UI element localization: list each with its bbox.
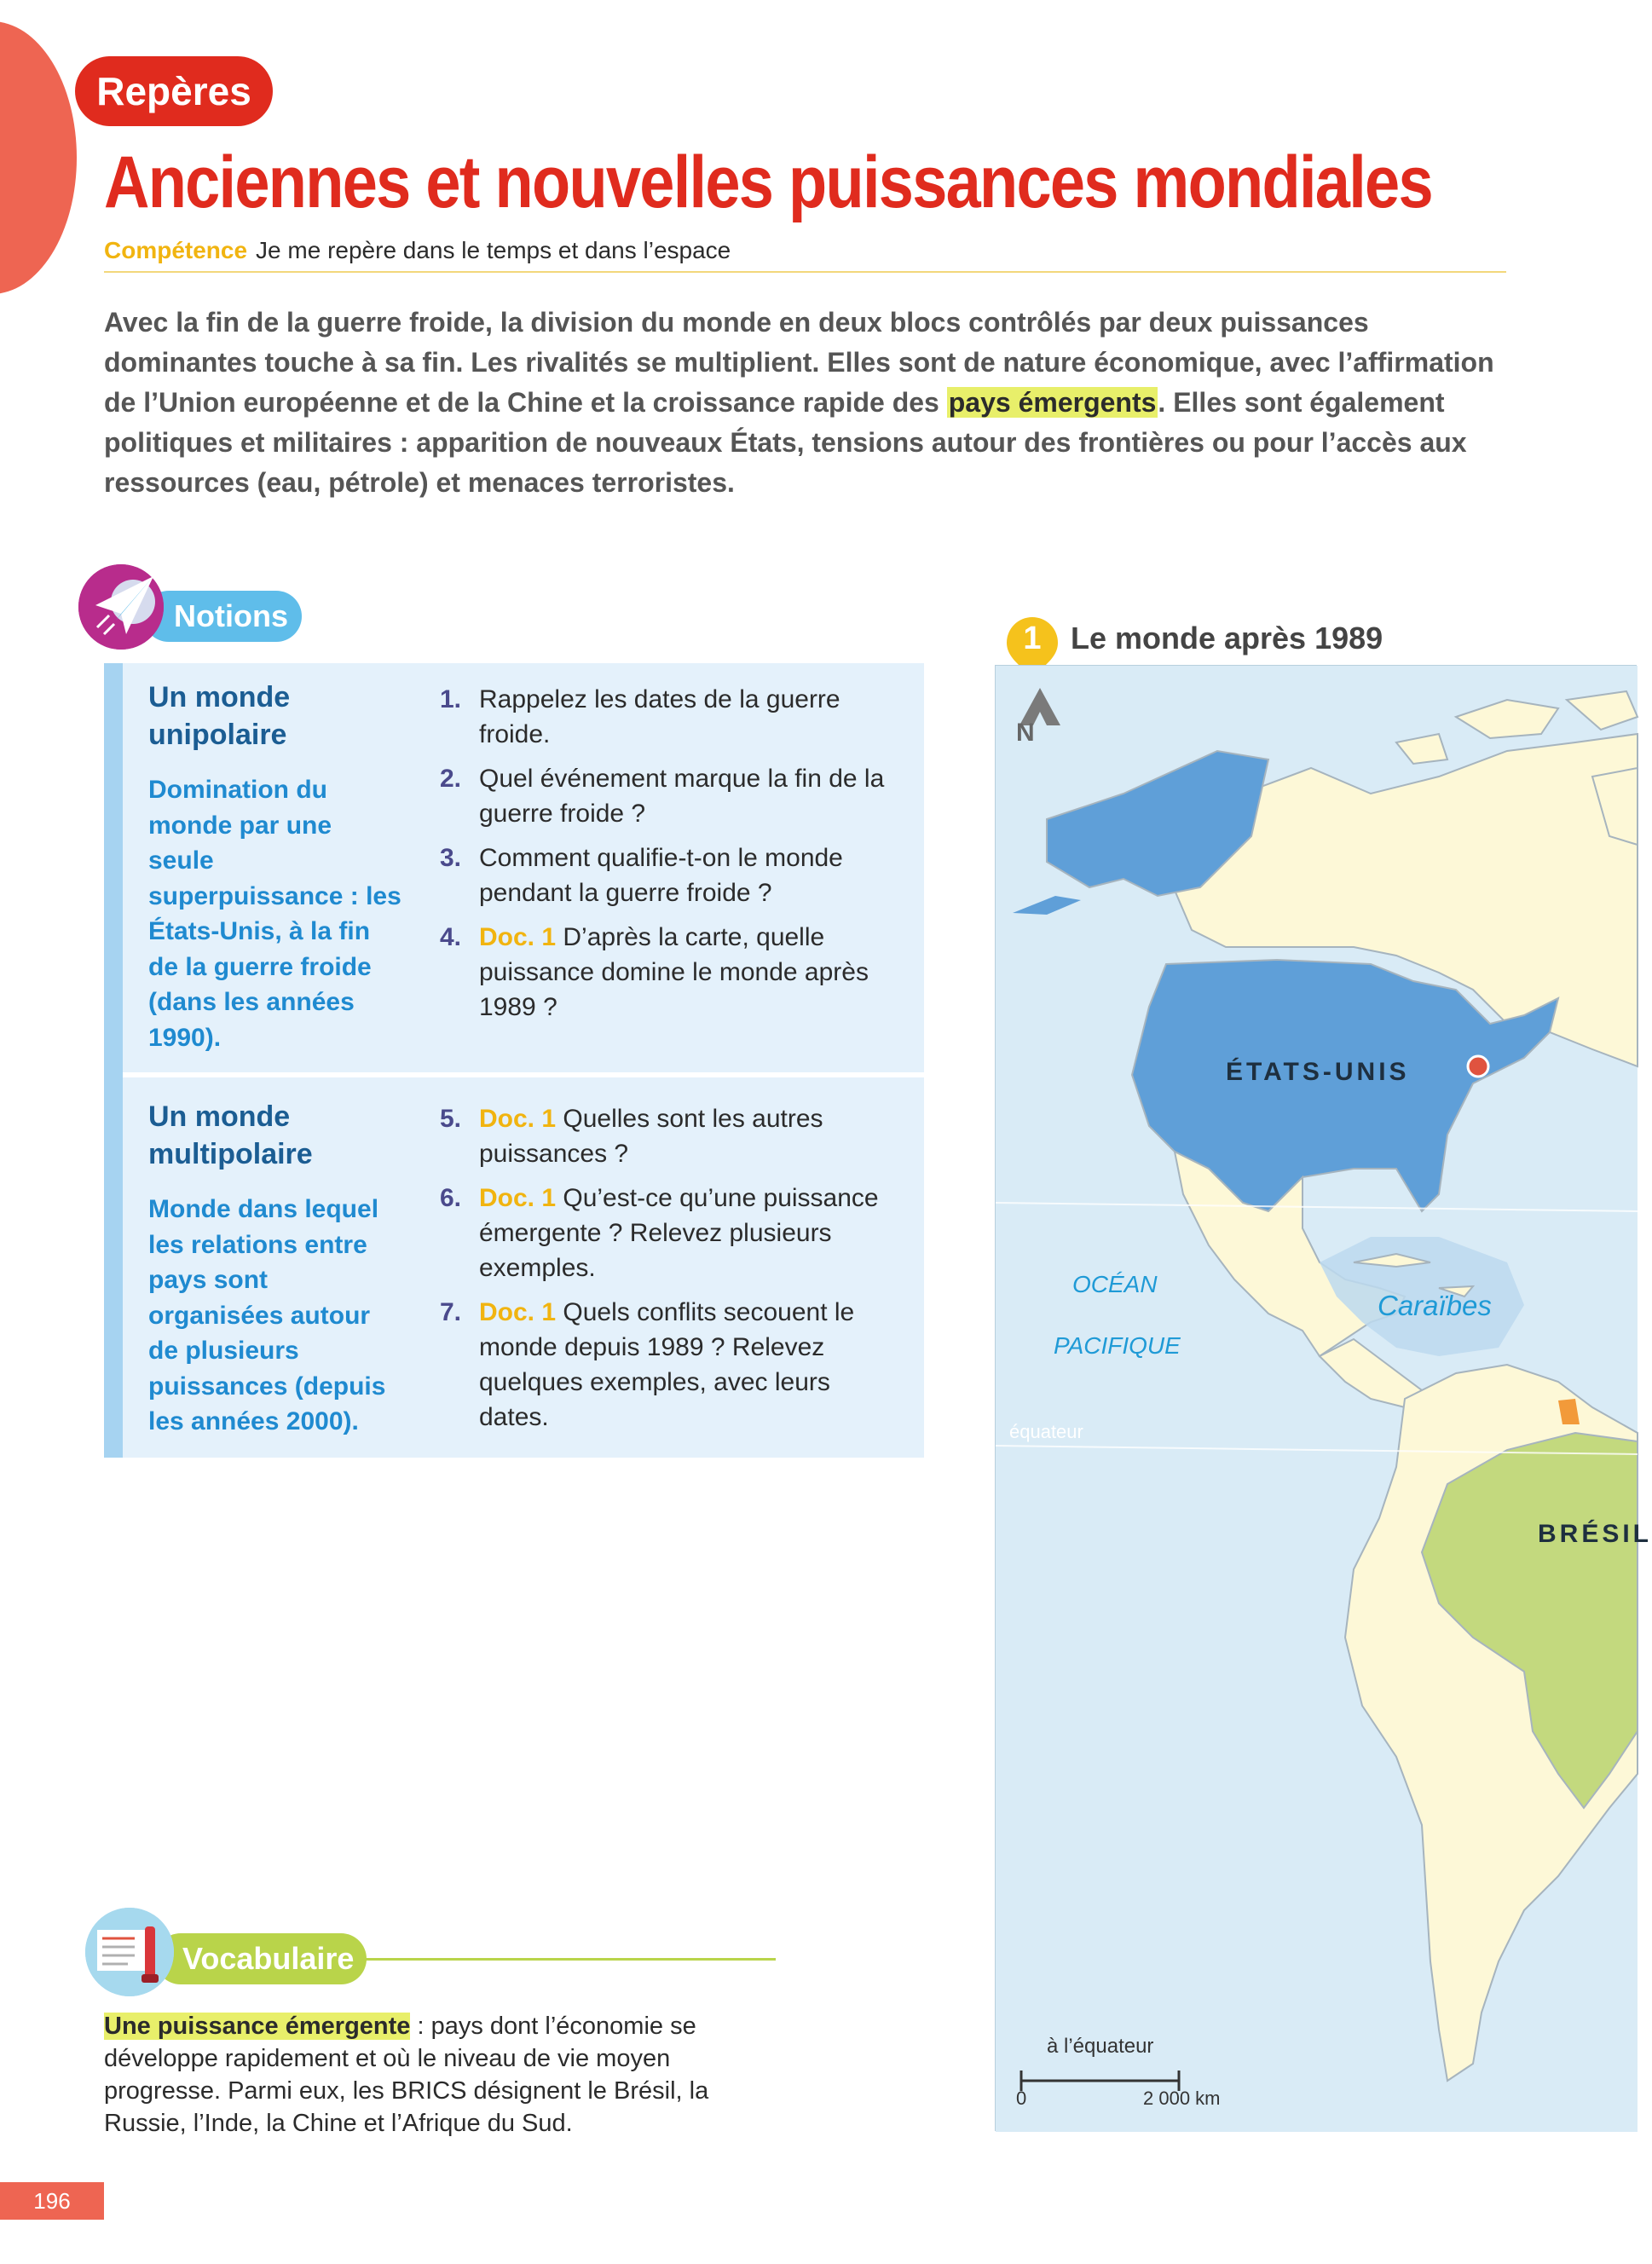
competence-label: Compétence [104,237,248,263]
north-label: N [1016,719,1035,747]
page-number: 196 [0,2182,104,2220]
notions-box-divider [123,1072,924,1077]
corner-decoration [0,21,77,294]
intro-paragraph [104,303,1502,503]
question-number: 7. [440,1298,462,1326]
vocabulary-heading: Vocabulaire [155,1933,367,1984]
vocabulary-entry [104,2010,735,2140]
page-title: Anciennes et nouvelles puissances mondiales [104,142,1432,223]
document-number: 1 [1023,621,1042,656]
question-text: Comment qualifie-t-on le monde pendant la guerre froide ? [479,844,843,907]
vocabulary-rule [358,1958,776,1961]
equator-label: équateur [1009,1421,1083,1442]
vocabulary-definition: : pays dont l’économie se développe rapidement et où le niveau de vie moyen progresse. Parmi eux, les BRICS désignent le Brésil, la Russie, l’Inde, la Chine et l’Afrique du Sud. [104,2013,709,2137]
notions-heading: Notions [143,591,302,642]
ocean-label-line2: PACIFIQUE [1054,1332,1181,1359]
doc-reference: Doc. 1 [479,1298,557,1326]
intro-text-start: Avec la fin de la guerre froide, la division du monde en deux blocs contrôlés par deux puissances dominantes touche à sa fin. Les rivalités se multiplient. Elles sont de nature économique, avec l’affirmation de l’Union européenne et de la Chine et la croissance rapide des [104,307,1494,418]
question-text: D’après la carte, quelle puissance domine le monde après 1989 ? [479,923,869,1021]
doc-reference: Doc. 1 [479,923,557,951]
concept-title: Un monde multipolaire [148,1100,313,1170]
question-number: 1. [440,685,462,713]
question-item [440,920,897,1025]
question-number: 2. [440,765,462,793]
question-number: 6. [440,1184,462,1212]
question-text: Quels conflits secouent le monde depuis 1989 ? Relevez quelques exemples, avec leurs dates. [479,1298,855,1431]
map-canvas [996,666,1638,2132]
dictionary-icon [85,1908,174,1996]
question-item [440,1295,880,1435]
question-item [440,840,905,910]
competence-text: Je me repère dans le temps et dans l’espace [256,237,731,263]
concept-multipolar [148,1098,404,1440]
question-item [440,1101,888,1171]
question-item [440,761,914,831]
competence-line [104,237,731,264]
question-text: Quel événement marque la fin de la guerre froide ? [479,765,885,828]
question-text: Quelles sont les autres puissances ? [479,1105,823,1168]
country-label-brazil: BRÉSIL [1538,1520,1652,1548]
question-text: Qu’est-ce qu’une puissance émergente ? Relevez plusieurs exemples. [479,1184,879,1282]
concept-definition: Monde dans lequel les relations entre pays sont organisées autour de plusieurs puissances (depuis les années 2000). [148,1195,386,1435]
vocabulary-term: Une puissance émergente [104,2013,411,2040]
question-number: 3. [440,844,462,872]
map-title: Le monde après 1989 [1071,621,1383,656]
intro-text-end: . Elles sont également politiques et militaires : apparition de nouveaux États, tensions autour des frontières ou pour l’accès aux ressources (eau, pétrole) et menaces terroristes. [104,387,1467,498]
question-number: 5. [440,1105,462,1133]
question-item [440,1181,905,1285]
question-text: Rappelez les dates de la guerre froide. [479,685,840,748]
doc-reference: Doc. 1 [479,1105,557,1133]
world-map [995,665,1652,2131]
section-tag: Repères [75,56,273,126]
question-item [440,682,905,752]
scale-start: 0 [1016,2088,1027,2109]
scale-caption: à l’équateur [1047,2035,1154,2058]
question-number: 4. [440,923,462,951]
scale-end: 2 000 km [1143,2088,1221,2109]
doc-reference: Doc. 1 [479,1184,557,1212]
paper-plane-icon [78,564,164,650]
header-divider [104,271,1506,273]
ocean-label-line1: OCÉAN [1072,1271,1158,1297]
concept-definition: Domination du monde par une seule superpuissance : les États-Unis, à la fin de la guerre froide (dans les années 1990). [148,776,401,1052]
concept-title: Un monde unipolaire [148,681,291,751]
notions-box-stripe [104,663,123,1458]
concept-unipolar [148,679,404,1055]
sea-label-caribbean: Caraïbes [1378,1290,1492,1321]
country-label-usa: ÉTATS-UNIS [1226,1058,1410,1086]
intro-highlight: pays émergents [948,387,1157,418]
